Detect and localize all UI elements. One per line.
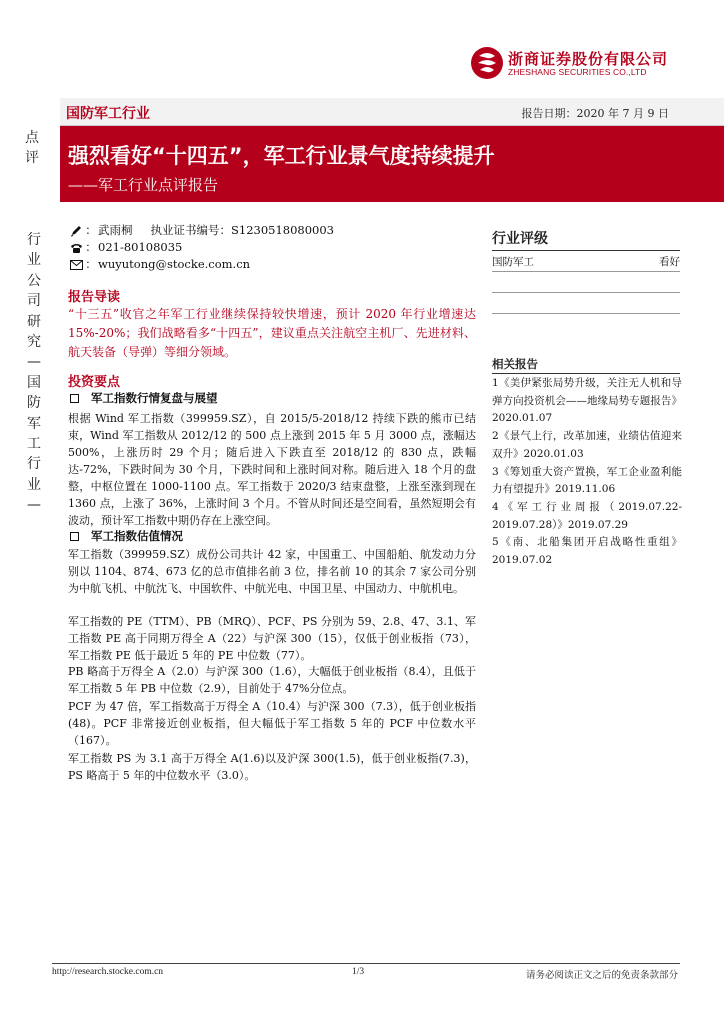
envelope-icon	[68, 260, 84, 270]
sector-bar	[60, 98, 724, 126]
cert-number: S1230518080003	[231, 223, 334, 237]
phone-icon	[68, 242, 84, 254]
page-number: 1/3	[352, 967, 365, 977]
footer-divider	[52, 963, 680, 964]
bullet-market-review-label: 军工指数行情复盘与展望	[91, 391, 218, 405]
side-label-bottom: 行业公司研究—国防军工行业—	[27, 232, 41, 514]
bullet-valuation-label: 军工指数估值情况	[91, 529, 183, 543]
company-name-cn: 浙商证券股份有限公司	[508, 50, 669, 68]
para-constituents: 军工指数（399959.SZ）成份公司共计 42 家，中国重工、中国船舶、航发动力分别以 1104、874、673 亿的总市值排名前 3 位，排名前 10 的其余 7 家公司分别为中航飞机、中航沈飞、中国软件、中航光电、中国卫星、中国动力、中航机电。	[68, 548, 476, 595]
rating-row	[492, 254, 680, 269]
rating-value: 看好	[659, 256, 680, 268]
list-item[interactable]: 2《景气上行，改革加速，业绩估值迎来双升》2020.01.03	[492, 430, 682, 460]
analyst-email[interactable]: wuyutong@stocke.com.cn	[98, 257, 251, 271]
analyst-name-row: ： 武雨桐 执业证书编号： S1230518080003	[68, 222, 334, 239]
report-subtitle: ——军工行业点评报告	[68, 176, 219, 194]
list-item[interactable]: 5《南、北船集团开启战略性重组》2019.07.02	[492, 536, 682, 567]
checkbox-bullet-icon	[70, 394, 79, 403]
footer-url[interactable]: http://research.stocke.com.cn	[52, 967, 164, 977]
analyst-phone-row: ： 021-80108035	[68, 239, 334, 256]
rule	[492, 292, 680, 293]
investment-heading: 投资要点	[68, 375, 121, 390]
para-pb: PB 略高于万得全 A（2.0）与沪深 300（1.6），大幅低于创业板指（8.4），且低于军工指数 5 年 PB 中位数（2.9），目前处于 47%分位点。	[68, 665, 476, 695]
report-title: 强烈看好“十四五”，军工行业景气度持续提升	[68, 144, 495, 168]
bullet-valuation	[68, 528, 183, 544]
rule	[492, 271, 680, 272]
related-reports-list	[492, 375, 682, 570]
side-label-top: 点评	[25, 130, 39, 166]
analyst-phone: 021-80108035	[98, 240, 183, 254]
related-reports-title: 相关报告	[492, 357, 538, 371]
analyst-name: 武雨桐	[98, 223, 133, 237]
cert-label: 执业证书编号：	[150, 223, 231, 237]
rating-title: 行业评级	[492, 231, 548, 247]
company-logo	[470, 44, 680, 84]
para-market-review: 根据 Wind 军工指数（399959.SZ），自 2015/5-2018/12 持续下跌的熊市已结束，Wind 军工指数从 2012/12 的 500 点上涨到 2015 年 5 月 3000 点，涨幅达 500%，上涨历时 29 个月；随后进入下跌直至 2018/12 的 830 点，跌幅达-72%，下跌时间为 30 个月，下跌时间和上涨时间对称。随后进入 18 个月的盘整，中枢位置在 1000-1100 点。军工指数于 2020/3 结束盘整，上涨至涨到现在 1360 点，上涨了 36%，上涨时间 3 个月。不管从时间还是空间看，虽然短期会有波动，预计军工指数中期仍存在上涨空间。	[68, 412, 476, 527]
intro-text: “十三五”收官之年军工行业继续保持较快增速，预计 2020 年行业增速达 15%-20%；我们战略看多“十四五”，建议重点关注航空主机厂、先进材料、航天装备（导弹）等细分领域。	[68, 307, 476, 359]
sector-name: 国防军工行业	[66, 106, 150, 122]
zheshang-logo-icon	[470, 46, 504, 80]
checkbox-bullet-icon	[70, 532, 79, 541]
related-divider	[492, 373, 680, 374]
list-item[interactable]: 1《美伊紧张局势升级，关注无人机和导弹方向投资机会——地缘局势专题报告》2020.01.07	[492, 377, 682, 425]
pen-icon	[68, 225, 84, 237]
rule	[492, 313, 680, 314]
rating-divider	[492, 250, 680, 251]
para-ps: 军工指数 PS 为 3.1 高于万得全 A(1.6)以及沪深 300(1.5)，低于创业板指(7.3)，PS 略高于 5 年的中位数水平（3.0）。	[68, 752, 476, 782]
analyst-email-row: ： wuyutong@stocke.com.cn	[68, 256, 334, 273]
intro-heading: 报告导读	[68, 290, 121, 305]
para-pcf: PCF 为 47 倍，军工指数高于万得全 A（10.4）与沪深 300（7.3），低于创业板指(48)。PCF 非常接近创业板指，但大幅低于军工指数 5 年的 PCF 中位数水平（167）。	[68, 700, 476, 747]
list-item[interactable]: 4《军工行业周报（2019.07.22-2019.07.28）》2019.07.29	[492, 500, 682, 531]
report-date: 报告日期：2020 年 7 月 9 日	[521, 107, 669, 120]
para-pe: 军工指数的 PE（TTM）、PB（MRQ）、PCF、PS 分别为 59、2.8、47、3.1、军工指数 PE 高于同期万得全 A（22）与沪深 300（15），仅低于创业板指（73），军工指数 PE 低于最近 5 年的 PE 中位数（77）。	[68, 615, 476, 662]
bullet-market-review	[68, 390, 218, 406]
footer-disclaimer: 请务必阅读正文之后的免责条款部分	[525, 970, 678, 981]
analyst-info	[68, 222, 334, 273]
title-band	[60, 126, 724, 202]
company-name-en: ZHESHANG SECURITIES CO.,LTD	[508, 67, 647, 77]
list-item[interactable]: 3《筹划重大资产置换，军工企业盈利能力有望提升》2019.11.06	[492, 465, 682, 496]
rating-sector: 国防军工	[492, 256, 534, 268]
